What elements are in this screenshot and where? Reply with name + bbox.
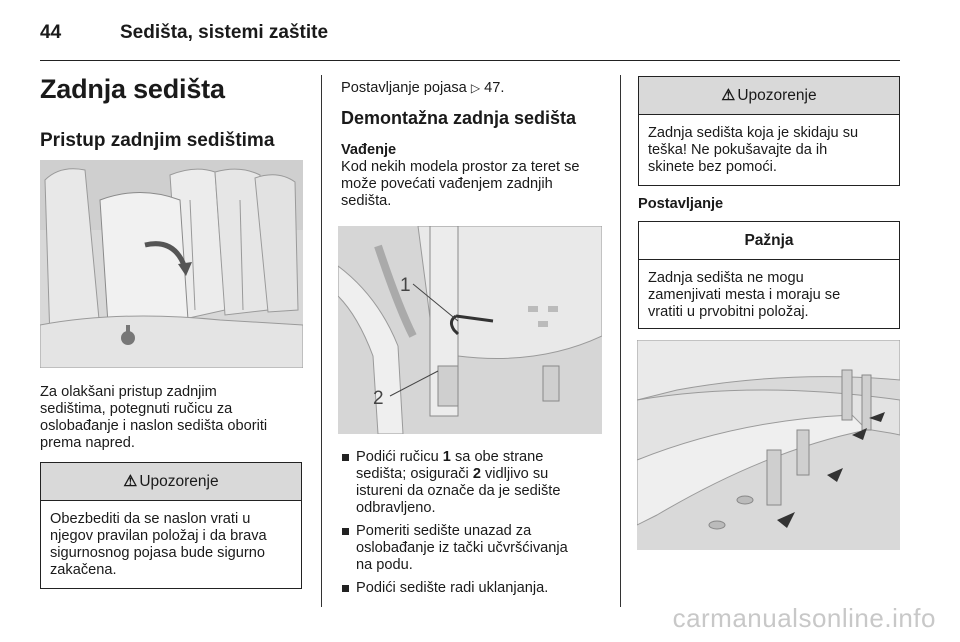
removal-paragraph: Kod nekih modela prostor za teret se može povećati vađenjem zadnjih sedišta. [341, 159, 580, 209]
warning-box-backrest [40, 462, 302, 589]
warning-box-heavy-seats [638, 76, 900, 186]
removal-subheading: Vađenje [341, 142, 397, 158]
warning-box-header: ⚠ Upozorenje [41, 463, 301, 501]
access-paragraph: Za olakšani pristup zadnjim sedištima, potegnuti ručicu za oslobađanje i naslon sedišta oboriti prema napred. [40, 384, 268, 451]
column-divider-1 [321, 75, 322, 607]
warning-triangle-icon: ⚠ [721, 87, 736, 104]
seat-installation-illustration [637, 340, 900, 550]
removal-steps [341, 449, 613, 603]
callout-2: 2 [373, 388, 384, 409]
removable-seats-heading: Demontažna zadnja sedišta [341, 108, 577, 128]
column-divider-2 [620, 75, 621, 607]
installation-subheading: Postavljanje [638, 196, 724, 212]
list-item: Podići ručicu 1 sa obe strane sedišta; osigurači 2 vidljivo su istureni da označe da je sedište odbravljeno. [341, 449, 613, 517]
warning-box-text: Zadnja sedišta koja je skidaju su teška! Ne pokušavajte da ih skinete bez pomoći. [648, 125, 859, 175]
page-reference-arrow-icon: ▷ [470, 81, 481, 95]
installation-reference: Postavljanje pojasa ▷ 47. [341, 80, 505, 96]
page-number: 44 [40, 22, 62, 43]
reference-page[interactable]: 47. [484, 80, 505, 96]
list-item: Podići sedište radi uklanjanja. [341, 580, 613, 597]
notice-box [638, 221, 900, 329]
watermark: carmanualsonline.info [672, 603, 936, 633]
warning-triangle-icon: ⚠ [123, 473, 138, 490]
header-rule [40, 60, 900, 61]
running-header: Sedišta, sistemi zaštite [120, 22, 329, 43]
notice-box-text: Zadnja sedišta ne mogu zamenjivati mesta i moraju se vratiti u prvobitni položaj. [648, 270, 841, 320]
notice-box-header: Pažnja [639, 222, 899, 260]
warning-box-header: ⚠ Upozorenje [639, 77, 899, 115]
section-heading: Zadnja sedišta [40, 74, 225, 104]
seat-access-illustration [40, 160, 303, 368]
warning-box-text: Obezbediti da se naslon vrati u njegov pravilan položaj i da brava sigurnosnog pojasa bude sigurno zakačena. [50, 511, 267, 578]
list-item: Pomeriti sedište unazad za oslobađanje iz tački učvršćivanja na podu. [341, 523, 613, 574]
subsection-heading: Pristup zadnjim sedištima [40, 130, 275, 151]
callout-1: 1 [400, 275, 411, 296]
